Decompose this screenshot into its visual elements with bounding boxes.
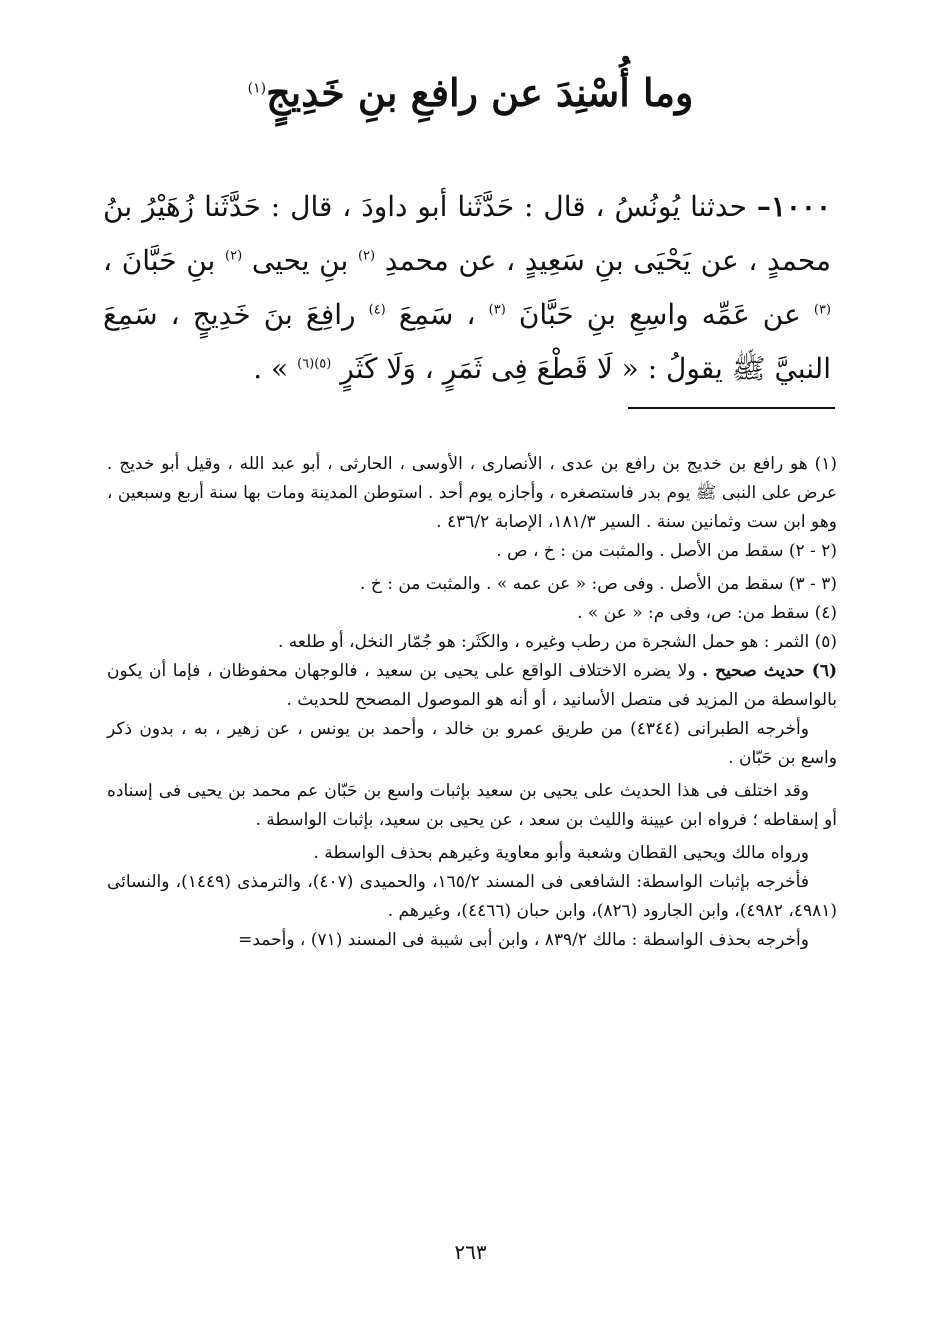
footnote-3: (٣ - ٣) سقط من الأصل . وفى ص: « عن عمه » . والمثبت من : خ . xyxy=(360,574,837,594)
footnote-6-para-2: وأخرجه الطبرانى (٤٣٤٤) من طريق عمرو بن خالد ، وأحمد بن يونس ، عن زهير ، به ، بدون ذكر واسع بن حَبّان . xyxy=(107,719,837,768)
title-footnote-ref: (١) xyxy=(247,80,267,97)
footnote-ref-4: (٤) xyxy=(368,302,386,318)
footnote-6-para-5: فأخرجه بإثبات الواسطة: الشافعى فى المسند ١٦٥/٢، والحميدى (٤٠٧)، والترمذى (١٤٤٩)، والنسائى (٤٩٨١، ٤٩٨٢)، وابن الجارود (٨٢٦)، وابن حبان (٤٤٦٦)، وغيرهم . xyxy=(107,872,837,921)
hadith-segment-3: بنِ حَبَّانَ ، xyxy=(103,244,216,277)
footnote-4: (٤) سقط من: ص، وفى م: « عن » . xyxy=(577,603,837,623)
footnote-6 xyxy=(107,657,837,715)
footnote-6-para-3: وقد اختلف فى هذا الحديث على يحيى بن سعيد بإثبات واسع بن حَبّان عم محمد بن يحيى فى إسناده أو إسقاطه ؛ فرواه ابن عيينة والليث بن سعد ، عن يحيى بن سعيد، بإثبات الواسطة . xyxy=(107,781,837,830)
footnotes xyxy=(107,450,837,955)
hadith-segment-7: » . xyxy=(253,352,289,385)
footnote-ref-3b: (٣) xyxy=(488,302,506,318)
footnote-6-para-4: ورواه مالك ويحيى القطان وشعبة وأبو معاوية وغيرهم بحذف الواسطة . xyxy=(313,843,809,863)
page-number: ٢٦٣ xyxy=(454,1240,487,1264)
footnote-6-grade: (٦) حديث صحيح . xyxy=(702,661,837,681)
footnote-1: (١) هو رافع بن خديج بن رافع بن عدى ، الأنصارى ، الأوسى ، الحارثى ، أبو عبد الله ، وقيل أبو خديج . عرض على النبى ﷺ يوم بدر فاستصغره ، وأجازه يوم أحد . استوطن المدينة ومات بها سنة أربع وسبعين ، وهو ابن ست وثمانين سنة . السير ١٨١/٣، الإصابة ٤٣٦/٢ . xyxy=(107,454,837,532)
hadith-segment-5: ، سَمِعَ xyxy=(398,298,476,331)
footnote-2: (٢ - ٢) سقط من الأصل . والمثبت من : خ ، ص . xyxy=(496,541,837,561)
hadith-number: ١٠٠٠– xyxy=(756,190,831,223)
footnote-6-text: ولا يضره الاختلاف الواقع على يحيى بن سعيد ، فالوجهان محفوظان ، فإما أن يكون بالواسطة من المزيد فى متصل الأسانيد ، أو أنه هو الموصول المصحح للحديث . xyxy=(107,661,837,710)
section-title xyxy=(0,70,941,115)
footnote-ref-3a: (٣) xyxy=(813,302,831,318)
hadith-segment-6: رافِعَ بنَ خَدِيجٍ ، سَمِعَ النبيَّ ﷺ يقولُ : « لَا قَطْعَ فِى ثَمَرٍ ، وَلَا كَثَرٍ xyxy=(103,298,831,385)
footnote-ref-2a: (٢) xyxy=(357,248,376,264)
hadith-segment-2: بنِ يحيى xyxy=(251,244,349,277)
hadith-text xyxy=(103,180,831,396)
footnote-6-para-6: وأخرجه بحذف الواسطة : مالك ٨٣٩/٢ ، وابن أبى شيبة فى المسند (٧١) ، وأحمد= xyxy=(238,930,809,950)
title-text: وما أُسْنِدَ عن رافعِ بنِ خَدِيجٍ xyxy=(266,70,694,115)
hadith-segment-4: عن عَمِّه واسِعِ بنِ حَبَّانَ xyxy=(518,298,801,331)
footnote-separator xyxy=(628,407,835,409)
footnote-5: (٥) الثمر : هو حمل الشجرة من رطب وغيره ، والكَثَر: هو جُمّار النخل، أو طلعه . xyxy=(277,632,837,652)
hadith-segment-1: حدثنا يُونُسُ ، قال : حَدَّثَنا أبو داودَ ، قال : حَدَّثَنا زُهَيْرُ بنُ محمدٍ ، عن يَحْيَى بنِ سَعِيدٍ ، عن محمدِ xyxy=(103,190,831,277)
footnote-ref-5-6: (٥)(٦) xyxy=(297,356,332,372)
footnote-ref-2b: (٢) xyxy=(225,248,243,264)
